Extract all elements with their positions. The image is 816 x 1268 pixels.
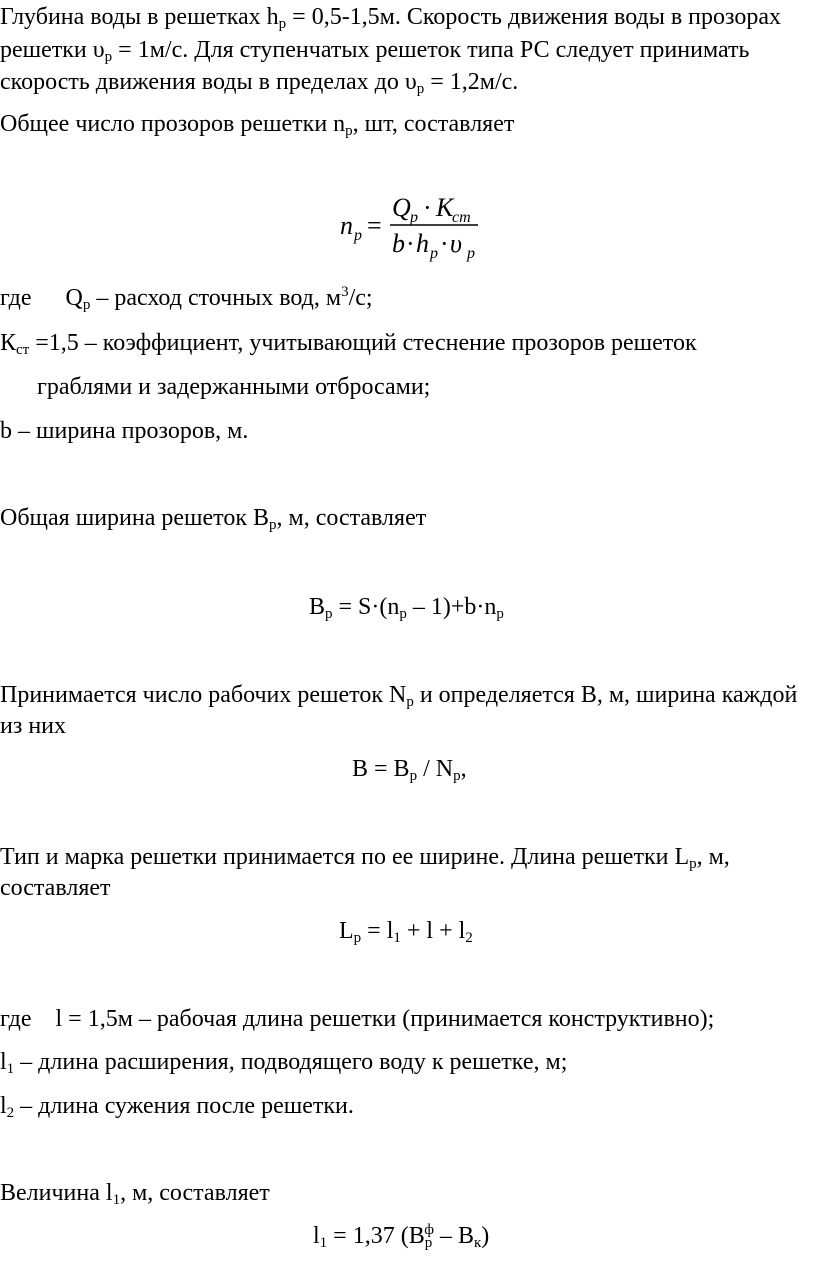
formula-np-num-dot: ·: [423, 193, 432, 222]
formula-np-den-dot2: ·: [440, 229, 449, 258]
formula-lp: $L_р = l_1 + l + l_2$: [339, 918, 473, 946]
type-line-1: Тип и марка решетки принимается по ее ширине. Длина решетки $L_р$, м,: [0, 844, 730, 872]
formula-np-den-v-sub: p: [467, 245, 475, 262]
formula-np-lhs-sub: p: [354, 227, 362, 244]
formula-np-den-h-sub: p: [430, 245, 438, 262]
formula-np-den-h: h: [416, 229, 429, 258]
b-definition: b – ширина прозоров, м.: [0, 418, 249, 444]
formula-np-num-q-sub: p: [410, 209, 418, 226]
formula-np-den-b: b: [392, 229, 405, 258]
formula-np-den-dot1: ·: [406, 229, 415, 258]
formula-np-eq: =: [367, 211, 382, 240]
formula-np-num-k-sub: ст: [452, 209, 471, 226]
kst-line: $К_{ст} =1,5$ – коэффициент, учитывающий стеснение прозоров решеток: [0, 330, 697, 358]
n-intro: Общее число прозоров решетки $n_р$, шт, составляет: [0, 111, 515, 139]
formula-b: $B = B_р / N_р$,: [352, 756, 467, 784]
width-intro: Общая ширина решеток $В_р$, м, составляет: [0, 505, 427, 533]
type-line-2: составляет: [0, 875, 111, 901]
l1-intro: Величина $l_1$, м, составляет: [0, 1180, 270, 1208]
formula-np-num-q: Q: [392, 193, 411, 222]
intro-line-1: Глубина воды в решетках $h_р = 0,5-1,5м$. Скорость движения воды в прозорах: [0, 4, 782, 32]
l1-definition: $l_1$ – длина расширения, подводящего воду к решетке, м;: [0, 1049, 568, 1077]
accept-line-2: из них: [0, 713, 67, 739]
formula-np-lhs: n: [340, 211, 353, 240]
accept-line-1: Принимается число рабочих решеток $N_р$ и определяется В, м, ширина каждой: [0, 682, 798, 710]
formula-np-num-k: K: [436, 193, 454, 222]
formula-np-den-v: υ: [450, 229, 462, 258]
formula-bp: $B_р = S\cdot(n_р - 1)+b\cdot n_р$: [309, 594, 504, 622]
where-l: где l = 1,5м – рабочая длина решетки (принимается конструктивно);: [0, 1006, 715, 1032]
kst-continuation: граблями и задержанными отбросами;: [37, 374, 431, 400]
l2-definition: $l_2$ – длина сужения после решетки.: [0, 1093, 354, 1121]
formula-l1: $l_1 = 1,37$ $(В_р^ф - В_к)$: [313, 1222, 490, 1251]
where-qp: где $Q_р$ – расход сточных вод, $м^3/с$;: [0, 284, 373, 313]
intro-line-2: решетки $\upsilon_р = 1м/с$. Для ступенчатых решеток типа РС следует принимать: [0, 37, 750, 65]
intro-line-3: скорость движения воды в пределах до $\upsilon_р = 1,2м/с$.: [0, 69, 519, 97]
formula-np: [330, 190, 490, 270]
